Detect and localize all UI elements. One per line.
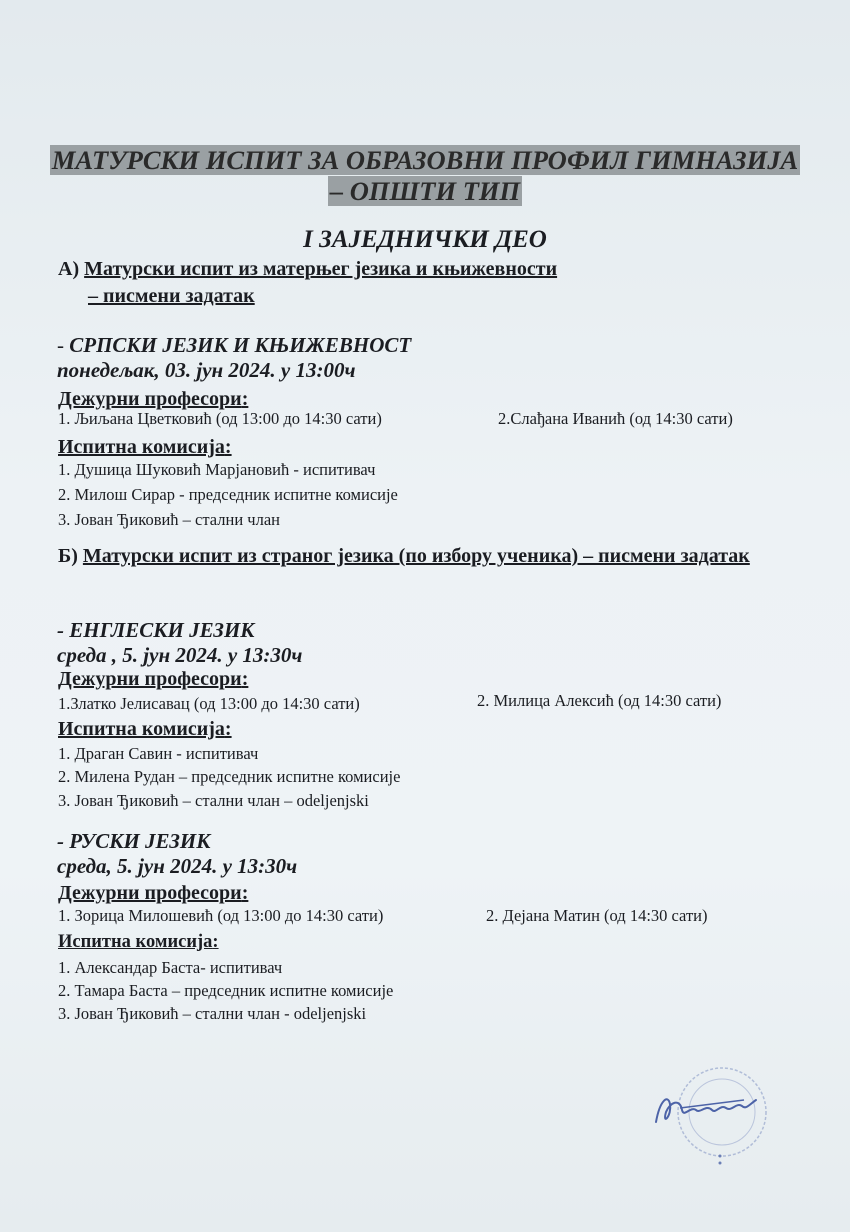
section-b-heading bbox=[58, 542, 793, 571]
duty-professor-1: 1. Љиљана Цветковић (од 13:00 до 14:30 сати) bbox=[58, 409, 382, 428]
duty-heading-text: Дежурни професори bbox=[58, 882, 242, 904]
subject-name: СРПСКИ ЈЕЗИК И КЊИЖЕВНОСТ bbox=[69, 333, 412, 357]
duty-professor-2: 2. Милица Алексић (од 14:30 сати) bbox=[477, 691, 722, 710]
subject-dash: - bbox=[57, 618, 64, 642]
colon: : bbox=[241, 668, 249, 690]
subject-name: ЕНГЛЕСКИ ЈЕЗИК bbox=[69, 618, 255, 642]
committee-heading bbox=[58, 436, 232, 459]
stamp-circle bbox=[678, 1068, 766, 1156]
document-title bbox=[40, 145, 810, 207]
exam-date: среда , 5. јун 2024. у 13:30ч bbox=[57, 643, 303, 667]
signature-stamp bbox=[640, 1060, 770, 1170]
committee-member: 1. Драган Савин - испитивач bbox=[58, 744, 259, 763]
colon: : bbox=[241, 388, 249, 410]
stamp-inner-circle bbox=[689, 1079, 755, 1145]
subject-name: РУСКИ ЈЕЗИК bbox=[69, 829, 211, 853]
duty-heading-text: Дежурни професори bbox=[58, 388, 242, 410]
committee-member: 3. Јован Ђиковић – стални члан - odeljenjski bbox=[58, 1004, 367, 1023]
duty-heading bbox=[58, 668, 248, 691]
duty-professor-2: 2.Слађана Иванић (од 14:30 сати) bbox=[498, 409, 733, 428]
colon: : bbox=[224, 436, 232, 458]
colon: : bbox=[224, 718, 232, 740]
part-heading: I ЗАЈЕДНИЧКИ ДЕО bbox=[303, 226, 547, 253]
colon: : bbox=[241, 882, 249, 904]
section-b-title: Матурски испит из страног језика (по избору ученика) – писмени задатак bbox=[82, 545, 750, 567]
exam-subject-russian bbox=[57, 829, 297, 879]
committee-heading bbox=[58, 932, 219, 953]
exam-subject-english bbox=[57, 618, 302, 668]
title-line-1: МАТУРСКИ ИСПИТ ЗА ОБРАЗОВНИ ПРОФИЛ ГИМНАЗИЈА bbox=[51, 145, 799, 175]
duty-heading bbox=[58, 882, 248, 905]
exam-date: понедељак, 03. јун 2024. у 13:00ч bbox=[57, 358, 356, 382]
subject-dash: - bbox=[57, 333, 64, 357]
stamp-dot bbox=[719, 1155, 722, 1158]
committee-member: 2. Тамара Баста – председник испитне комисије bbox=[58, 981, 394, 1000]
committee-member: 2. Милена Рудан – председник испитне комисије bbox=[58, 767, 401, 786]
section-a-heading bbox=[58, 256, 557, 310]
committee-member: 1. Душица Шуковић Марјановић - испитивач bbox=[58, 460, 376, 479]
duty-professor-1: 1.Златко Јелисавац (од 13:00 до 14:30 сати) bbox=[58, 694, 360, 713]
committee-member: 1. Александар Баста- испитивач bbox=[58, 958, 283, 977]
section-a-prefix: А) bbox=[58, 258, 80, 280]
title-line-2: – ОПШТИ ТИП bbox=[329, 176, 521, 206]
subject-dash: - bbox=[57, 829, 64, 853]
committee-member: 3. Јован Ђиковић – стални члан bbox=[58, 510, 280, 529]
section-a-title-line-2: – писмени задатак bbox=[88, 285, 255, 307]
duty-professor-2: 2. Дејана Матин (од 14:30 сати) bbox=[486, 906, 708, 925]
committee-heading bbox=[58, 718, 232, 741]
committee-heading-text: Испитна комисија bbox=[58, 436, 225, 458]
section-b-prefix: Б) bbox=[58, 545, 78, 567]
stamp-dot bbox=[719, 1162, 722, 1165]
colon: : bbox=[212, 932, 219, 952]
duty-heading bbox=[58, 388, 248, 411]
exam-subject-serbian bbox=[57, 333, 411, 383]
exam-date: среда, 5. јун 2024. у 13:30ч bbox=[57, 854, 298, 878]
committee-member: 3. Јован Ђиковић – стални члан – odeljenjski bbox=[58, 791, 369, 810]
duty-professor-1: 1. Зорица Милошевић (од 13:00 до 14:30 сати) bbox=[58, 906, 384, 925]
committee-heading-text: Испитна комисија bbox=[58, 932, 213, 952]
section-a-title-line-1: Матурски испит из матерњег језика и књижевности bbox=[84, 258, 558, 280]
signature-path bbox=[656, 1099, 756, 1122]
duty-heading-text: Дежурни професори bbox=[58, 668, 242, 690]
committee-heading-text: Испитна комисија bbox=[58, 718, 225, 740]
committee-member: 2. Милош Сирар - председник испитне комисије bbox=[58, 485, 398, 504]
